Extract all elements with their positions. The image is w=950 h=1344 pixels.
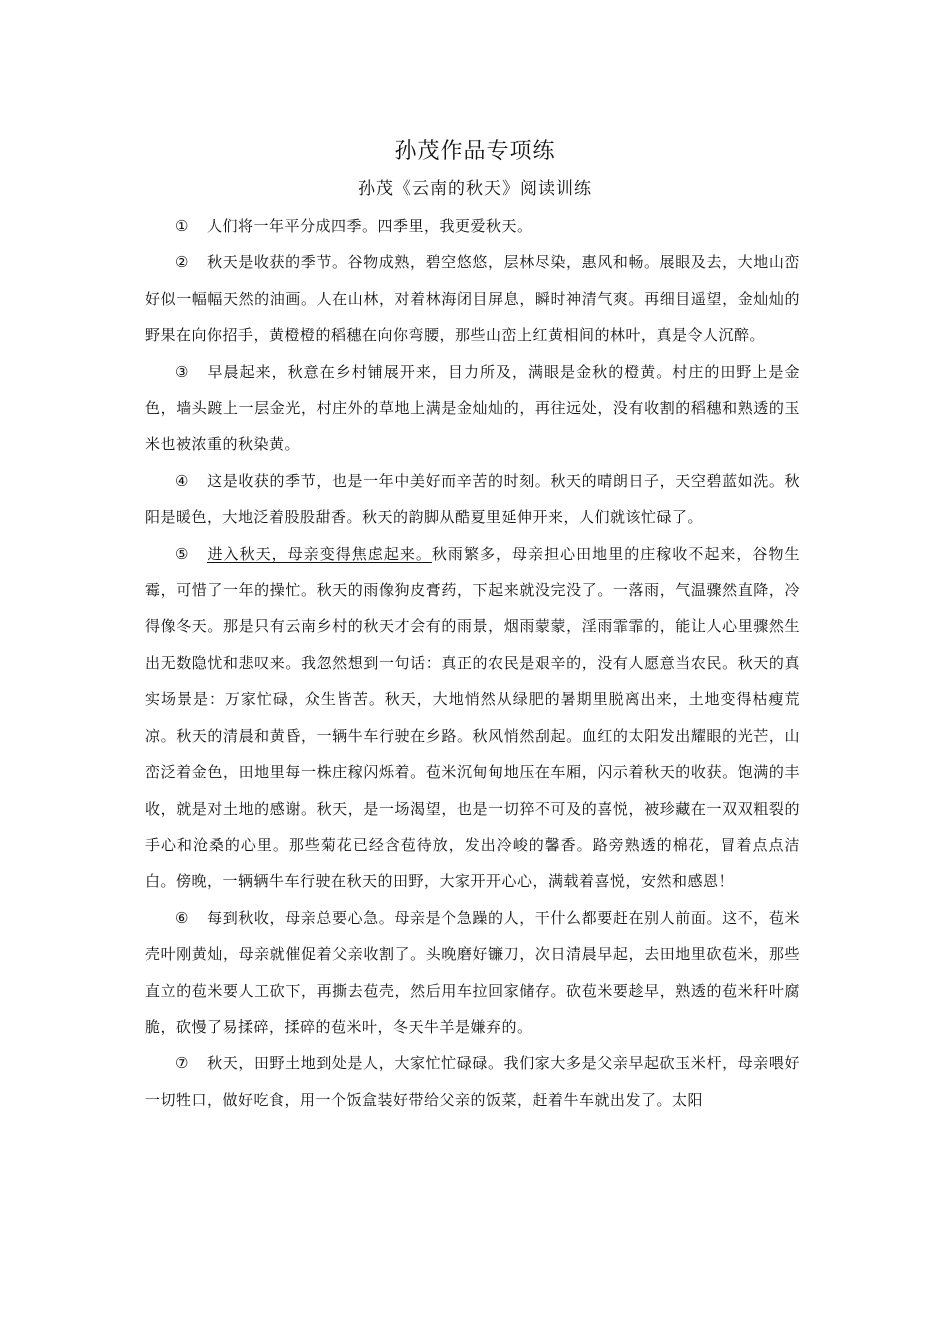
paragraph-number: ① (175, 217, 189, 235)
paragraph-text: 秋天，田野土地到处是人，大家忙忙碌碌。我们家大多是父亲早起砍玉米杆，母亲喂好一切牲口，做好吃食，用一个饭盒装好带给父亲的饭菜，赶着牛车就出发了。太阳 (145, 1054, 800, 1109)
paragraph-number: ③ (175, 362, 189, 381)
paragraph-3 (145, 354, 800, 463)
paragraph-text: 早晨起来，秋意在乡村铺展开来，目力所及，满眼是金秋的橙黄。村庄的田野上是金色，墙头踱上一层金光，村庄外的草地上满是金灿灿的，再往远处，没有收割的稻穗和熟透的玉米也被浓重的秋染黄。 (145, 362, 800, 454)
paragraph-number: ② (175, 253, 189, 272)
paragraph-text: 秋天是收获的季节。谷物成熟，碧空悠悠，层林尽染，惠风和畅。展眼及去，大地山峦好似一幅幅天然的油画。人在山林，对着林海闭目屏息，瞬时神清气爽。再细目遥望，金灿灿的野果在向你招手，黄橙橙的稻穗在向你弯腰，那些山峦上红黄相间的林叶，真是令人沉醉。 (145, 253, 800, 345)
paragraph-text: 人们将一年平分成四季。四季里，我更爱秋天。 (207, 217, 533, 235)
paragraph-text: 秋雨繁多，母亲担心田地里的庄稼收不起来，谷物生霉，可惜了一年的操忙。秋天的雨像狗皮膏药，下起来就没完没了。一落雨，气温骤然直降，冷得像冬天。那是只有云南乡村的秋天才会有的雨景，烟雨蒙蒙，淫雨霏霏的，能让人心里骤然生出无数隐忧和悲叹来。我忽然想到一句话：真正的农民是艰辛的，没有人愿意当农民。秋天的真实场景是：万家忙碌，众生皆苦。秋天，大地悄然从绿肥的暑期里脱离出来，土地变得枯瘦荒凉。秋天的清晨和黄昏，一辆牛车行驶在乡路。秋风悄然刮起。血红的太阳发出耀眼的光芒，山峦泛着金色，田地里每一株庄稼闪烁着。苞米沉甸甸地压在车厢，闪示着秋天的收获。饱满的丰收，就是对土地的感谢。秋天，是一场渴望，也是一切猝不可及的喜悦，被珍藏在一双双粗裂的手心和沧桑的心里。那些菊花已经含苞待放，发出冷峻的馨香。路旁熟透的棉花，冒着点点洁白。傍晚，一辆辆牛车行驶在秋天的田野，大家开开心心，满载着喜悦，安然和感恩！ (145, 544, 800, 891)
paragraph-1 (145, 208, 800, 244)
article-body (145, 208, 800, 1118)
paragraph-text: 这是收获的季节，也是一年中美好而辛苦的时刻。秋天的晴朗日子，天空碧蓝如洗。秋阳是暖色，大地泛着股股甜香。秋天的韵脚从酷夏里延伸开来，人们就该忙碌了。 (145, 471, 800, 527)
paragraph-number: ⑤ (175, 544, 189, 563)
paragraph-text: 每到秋收，母亲总要心急。母亲是个急躁的人，干什么都要赶在别人前面。这不，苞米壳叶刚黄灿，母亲就催促着父亲收割了。头晚磨好镰刀，次日清晨早起，去田地里砍苞米，那些直立的苞米要人工砍下，再撕去苞壳，然后用车拉回家储存。砍苞米要趁早，熟透的苞米秆叶腐脆，砍慢了易揉碎，揉碎的苞米叶，冬天牛羊是嫌弃的。 (145, 908, 800, 1036)
paragraph-number: ⑥ (175, 908, 189, 927)
paragraph-4 (145, 463, 800, 536)
paragraph-6 (145, 900, 800, 1046)
underlined-sentence: 进入秋天，母亲变得焦虑起来。 (207, 544, 432, 563)
paragraph-7 (145, 1045, 800, 1118)
document-title: 孙茂作品专项练 (394, 139, 556, 164)
paragraph-2 (145, 244, 800, 353)
document-subtitle: 孙茂《云南的秋天》阅读训练 (358, 179, 592, 199)
paragraph-number: ⑦ (175, 1054, 189, 1073)
paragraph-number: ④ (175, 471, 189, 490)
paragraph-5 (145, 536, 800, 900)
